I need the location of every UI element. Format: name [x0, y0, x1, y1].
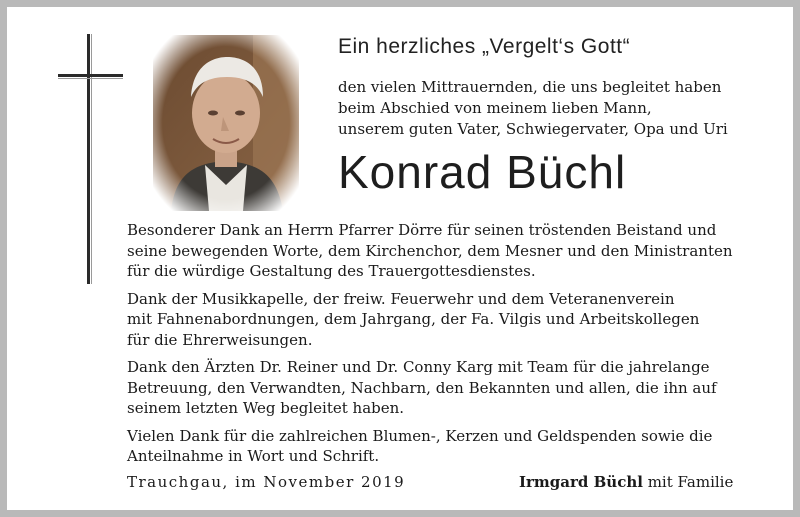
portrait-photo: [153, 35, 299, 211]
text-line: mit Fahnenabordnungen, dem Jahrgang, der Fa. Vilgis und Arbeitskollegen: [127, 310, 700, 328]
intro-line: unserem guten Vater, Schwiegervater, Opa und Uri: [338, 120, 728, 138]
thanks-text: [127, 220, 787, 474]
cross-horizontal-bar: [58, 74, 123, 77]
text-line: seinem letzten Weg begleitet haben.: [127, 399, 405, 417]
text-line: für die würdige Gestaltung des Trauergottesdienstes.: [127, 262, 536, 280]
text-line: Dank der Musikkapelle, der freiw. Feuerwehr und dem Veteranenverein: [127, 289, 675, 308]
thanks-paragraph: [127, 289, 787, 351]
thanks-paragraph: [127, 426, 787, 467]
thanks-paragraph: [127, 220, 787, 282]
text-line: für die Ehrerweisungen.: [127, 330, 313, 349]
deceased-name: Konrad Büchl: [338, 146, 627, 198]
text-line: Dank den Ärzten Dr. Reiner und Dr. Conny Karg mit Team für die jahrelange: [127, 358, 710, 376]
notice-title: Ein herzliches „Vergelt‘s Gott“: [338, 35, 631, 58]
text-line: Besonderer Dank an Herrn Pfarrer Dörre für seinen tröstenden Beistand und: [127, 221, 717, 239]
intro-line: beim Abschied von meinem lieben Mann,: [338, 99, 652, 117]
text-line: Anteilnahme in Wort und Schrift.: [127, 447, 380, 465]
intro-text: [338, 77, 798, 140]
thanks-paragraph: [127, 357, 787, 419]
signature: [519, 473, 733, 491]
place-date: Trauchgau, im November 2019: [127, 473, 406, 491]
intro-line: den vielen Mittrauernden, die uns begleitet haben: [338, 78, 722, 96]
signer-suffix: mit Familie: [642, 473, 734, 491]
cross-vertical-bar: [87, 34, 90, 284]
signer-name: Irmgard Büchl: [519, 473, 643, 491]
text-line: Betreuung, den Verwandten, Nachbarn, den Bekannten und allen, die ihn auf: [127, 378, 717, 397]
text-line: seine bewegenden Worte, dem Kirchenchor, dem Mesner und den Ministranten: [127, 241, 733, 260]
text-line: Vielen Dank für die zahlreichen Blumen-, Kerzen und Geldspenden sowie die: [127, 426, 713, 445]
